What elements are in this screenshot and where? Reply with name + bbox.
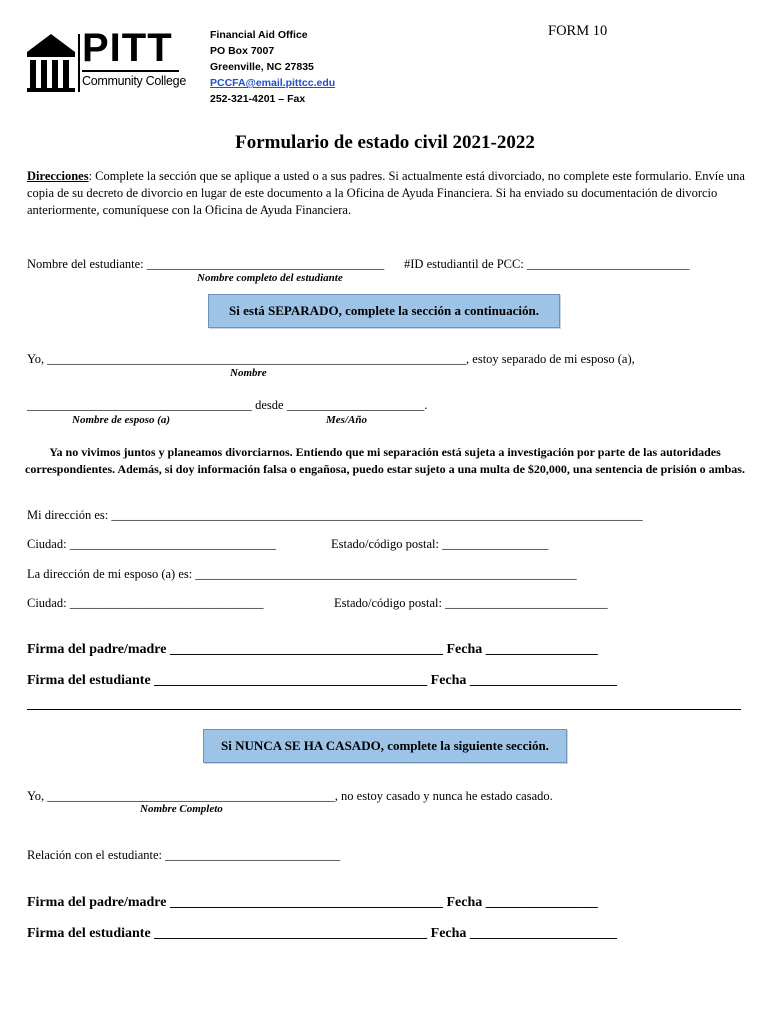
my-address-field[interactable]: Mi dirección es: _____________________________________________________________________________________	[27, 508, 643, 522]
separated-section-banner: Si está SEPARADO, complete la sección a continuación.	[208, 294, 560, 328]
city-field-1[interactable]: Ciudad: _________________________________	[27, 537, 276, 551]
student-id-field[interactable]: #ID estudiantil de PCC: __________________________	[404, 257, 690, 271]
address-line: Financial Aid Office	[210, 29, 308, 41]
logo-main-text: PITT	[82, 26, 173, 70]
student-name-line: : ______________________________________	[140, 257, 385, 271]
fax-line: 252-321-4201 – Fax	[210, 93, 306, 105]
student-name-caption: Nombre completo del estudiante	[197, 272, 343, 284]
student-name-label: Nombre del estudiante	[27, 257, 141, 271]
logo-underline	[82, 70, 179, 72]
form-number: FORM 10	[548, 23, 608, 39]
spouse-address-field[interactable]: La dirección de mi esposo (a) es: _____________________________________________________________	[27, 567, 577, 581]
state-zip-field-2[interactable]: Estado/código postal: __________________________	[334, 596, 608, 610]
city-field-2[interactable]: Ciudad: _______________________________	[27, 596, 264, 610]
student-name-field[interactable]	[27, 257, 384, 272]
separated-yo-line[interactable]: Yo, ___________________________________________________________________, estoy separado de mi esposo (a),	[27, 352, 635, 366]
directions-label: Direcciones	[27, 169, 89, 183]
section-divider	[27, 709, 741, 710]
page-title: Formulario de estado civil 2021-2022	[235, 132, 535, 153]
directions-text: : Complete la sección que se aplique a usted o a sus padres. Si actualmente está divorciado, no complete este formulario. Envíe una copia de su decreto de divorcio en lugar de este documento a la Oficina de Ayuda Financiera. Si ha enviado su documentación de divorcio anteriormente, comuníquese con la Oficina de Ayuda Financiera.	[27, 169, 745, 217]
address-line: Greenville, NC 27835	[210, 61, 314, 73]
college-building-icon	[27, 32, 75, 92]
never-married-yo-line[interactable]: Yo, ______________________________________________, no estoy casado y nunca he estado casado.	[27, 789, 553, 803]
student-signature-line-2[interactable]: Firma del estudiante _______________________________________ Fecha _____________________	[27, 926, 617, 941]
separated-since-line[interactable]: ____________________________________ desde ______________________.	[27, 398, 428, 412]
parent-signature-line-2[interactable]: Firma del padre/madre _______________________________________ Fecha ________________	[27, 895, 598, 910]
full-name-caption: Nombre Completo	[140, 803, 223, 815]
email-link[interactable]: PCCFA@email.pittcc.edu	[210, 77, 336, 89]
relationship-field[interactable]: Relación con el estudiante: ____________________________	[27, 848, 341, 862]
state-zip-field-1[interactable]: Estado/código postal: _________________	[331, 537, 549, 551]
logo-divider	[78, 34, 80, 92]
address-line: PO Box 7007	[210, 45, 275, 57]
pitt-logo	[27, 26, 186, 96]
separated-name-caption: Nombre	[230, 367, 267, 379]
student-signature-line[interactable]: Firma del estudiante _______________________________________ Fecha _____________________	[27, 673, 617, 688]
directions-paragraph	[27, 168, 745, 219]
month-year-caption: Mes/Año	[326, 414, 367, 426]
spouse-name-caption: Nombre de esposo (a)	[72, 414, 171, 426]
never-married-section-banner: Si NUNCA SE HA CASADO, complete la siguiente sección.	[203, 729, 567, 763]
parent-signature-line[interactable]: Firma del padre/madre _______________________________________ Fecha ________________	[27, 642, 598, 657]
office-address	[210, 27, 335, 107]
logo-sub-text: Community College	[82, 74, 186, 88]
legal-statement: Ya no vivimos juntos y planeamos divorciarnos. Entiendo que mi separación está sujeta a investigación por parte de las autoridades correspondientes. Además, si doy información falsa o engañosa, puedo estar sujeto a una multa de $20,000, una sentencia de prisión o ambas.	[25, 445, 745, 476]
